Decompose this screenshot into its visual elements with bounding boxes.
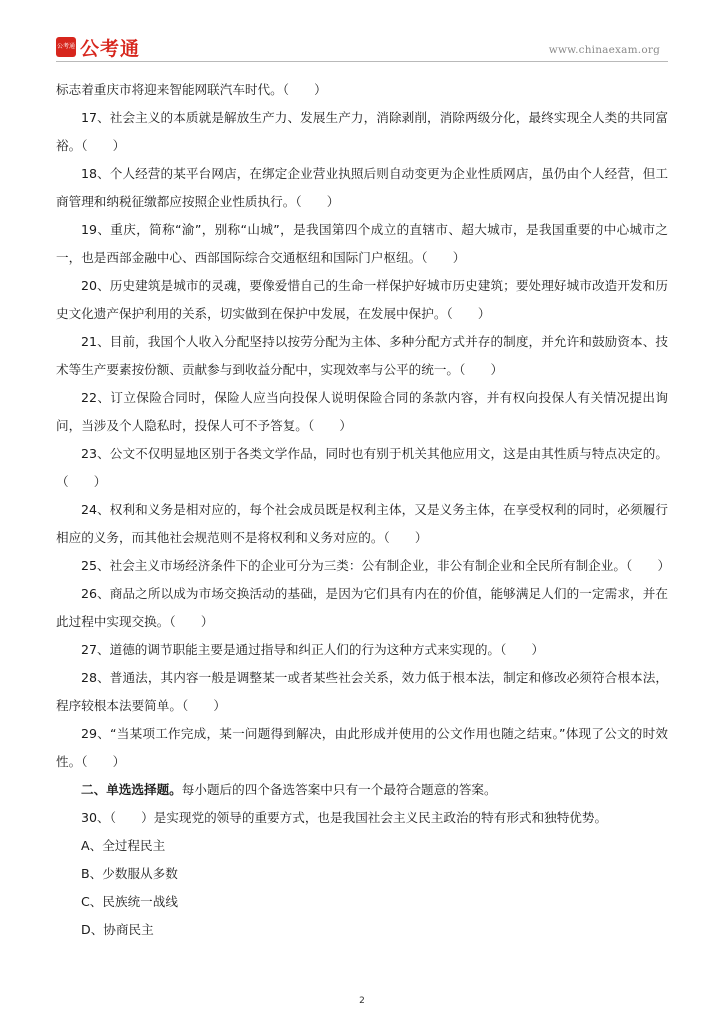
- question-22: 22、订立保险合同时，保险人应当向投保人说明保险合同的条款内容，并有权向投保人有关情况提出询问，当涉及个人隐私时，投保人可不予答复。（ ）: [56, 390, 668, 433]
- option-b: B、少数服从多数: [81, 866, 178, 881]
- logo-name: 公考通: [80, 37, 141, 60]
- logo-badge: 公考通: [56, 37, 76, 57]
- document-body: [56, 76, 671, 944]
- question-23: 23、公文不仅明显地区别于各类文学作品，同时也有别于机关其他应用文，这是由其性质与特点决定的。（ ）: [56, 446, 668, 489]
- page-header: [56, 32, 668, 62]
- question-25: 25、社会主义市场经济条件下的企业可分为三类：公有制企业，非公有制企业和全民所有制企业。（ ）: [81, 558, 671, 573]
- question-26: 26、商品之所以成为市场交换活动的基础，是因为它们具有内在的价值，能够满足人们的一定需求，并在此过程中实现交换。（ ）: [56, 586, 668, 629]
- question-17: 17、社会主义的本质就是解放生产力、发展生产力，消除剥削，消除两级分化，最终实现全人类的共同富裕。（ ）: [56, 110, 668, 153]
- question-24: 24、权利和义务是相对应的，每个社会成员既是权利主体，又是义务主体，在享受权利的同时，必须履行相应的义务，而其他社会规范则不是将权利和义务对应的。（ ）: [56, 502, 668, 545]
- logo: [56, 36, 140, 58]
- question-28: 28、普通法，其内容一般是调整某一或者某些社会关系，效力低于根本法，制定和修改必须符合根本法，程序较根本法要简单。（ ）: [56, 670, 668, 713]
- page-number: 2: [359, 996, 365, 1006]
- question-18: 18、个人经营的某平台网店，在绑定企业营业执照后则自动变更为企业性质网店，虽仍由个人经营，但工商管理和纳税征缴都应按照企业性质执行。（ ）: [56, 166, 668, 209]
- question-16-continuation: 标志着重庆市将迎来智能网联汽车时代。（ ）: [56, 82, 327, 97]
- site-url: www.chinaexam.org: [548, 44, 660, 56]
- question-27: 27、道德的调节职能主要是通过指导和纠正人们的行为这种方式来实现的。（ ）: [81, 642, 545, 657]
- header-divider: [56, 61, 668, 62]
- question-29: 29、“当某项工作完成，某一问题得到解决，由此形成并使用的公文作用也随之结束。”体现了公文的时效性。（ ）: [56, 726, 668, 769]
- section-title: 二、单选选择题。: [81, 782, 182, 797]
- question-19: 19、重庆，简称“渝”，别称“山城”，是我国第四个成立的直辖市、超大城市，是我国重要的中心城市之一，也是西部金融中心、西部国际综合交通枢纽和国际门户枢纽。（ ）: [56, 222, 668, 265]
- question-21: 21、目前，我国个人收入分配坚持以按劳分配为主体、多种分配方式并存的制度，并允许和鼓励资本、技术等生产要素按份额、贡献参与到收益分配中，实现效率与公平的统一。（ ）: [56, 334, 668, 377]
- section-description: 每小题后的四个备选答案中只有一个最符合题意的答案。: [181, 782, 497, 797]
- question-30: 30、（ ）是实现党的领导的重要方式，也是我国社会主义民主政治的特有形式和独特优势。: [81, 810, 608, 825]
- section-heading: [56, 776, 668, 804]
- option-a: A、全过程民主: [81, 838, 166, 853]
- option-c: C、民族统一战线: [81, 894, 178, 909]
- option-d: D、协商民主: [81, 922, 154, 937]
- question-20: 20、历史建筑是城市的灵魂，要像爱惜自己的生命一样保护好城市历史建筑；要处理好城市改造开发和历史文化遗产保护利用的关系，切实做到在保护中发展，在发展中保护。（ ）: [56, 278, 668, 321]
